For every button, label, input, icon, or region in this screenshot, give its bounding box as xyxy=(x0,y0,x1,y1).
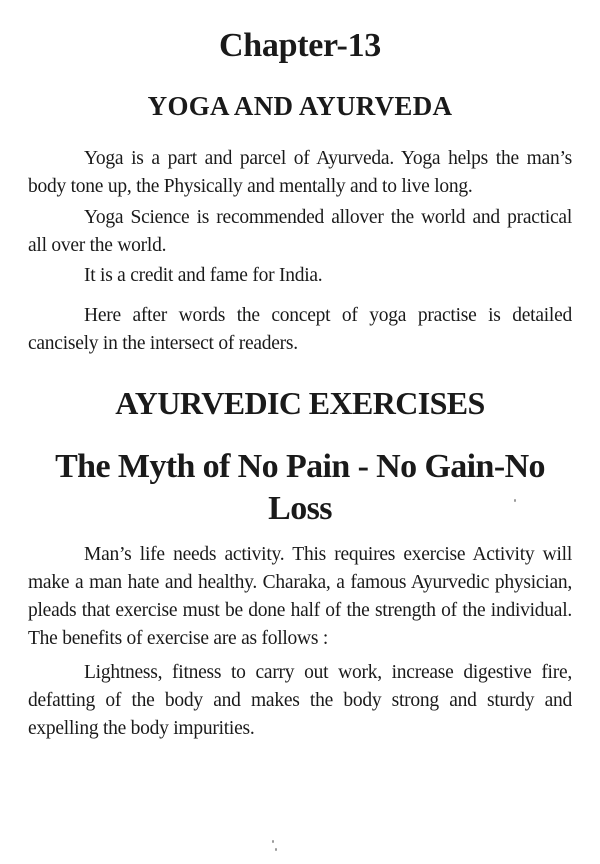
paragraph-life-needs-activity: Man’s life needs activity. This requires exercise Activity will make a man hate and healthy. Charaka, a famous Ayurvedic physician, pleads that exercise must be done half of the strength of the individual. The benefits of exercise are as follows : xyxy=(28,544,572,649)
print-speck xyxy=(272,840,274,843)
myth-subheading: The Myth of No Pain - No Gain-No Loss xyxy=(55,448,545,527)
section-heading: YOGA AND AYURVEDA xyxy=(147,91,453,121)
exercises-heading: AYURVEDIC EXERCISES xyxy=(115,385,485,421)
print-speck xyxy=(275,848,277,851)
paragraph-concept-of-yoga: Here after words the concept of yoga practise is detailed cancisely in the intersect of readers. xyxy=(28,305,572,354)
paragraph-yoga-science: Yoga Science is recommended allover the world and practical all over the world. xyxy=(28,207,572,256)
chapter-title: Chapter-13 xyxy=(219,27,381,64)
paragraph-credit-india: It is a credit and fame for India. xyxy=(84,265,323,286)
print-speck xyxy=(514,499,516,502)
paragraph-yoga-part-of-ayurveda: Yoga is a part and parcel of Ayurveda. Yoga helps the man’s body tone up, the Physically and mentally and to live long. xyxy=(28,148,572,197)
paragraph-benefits-of-exercise: Lightness, fitness to carry out work, increase digestive fire, defatting of the body and makes the body strong and sturdy and expelling the body impurities. xyxy=(28,662,572,739)
